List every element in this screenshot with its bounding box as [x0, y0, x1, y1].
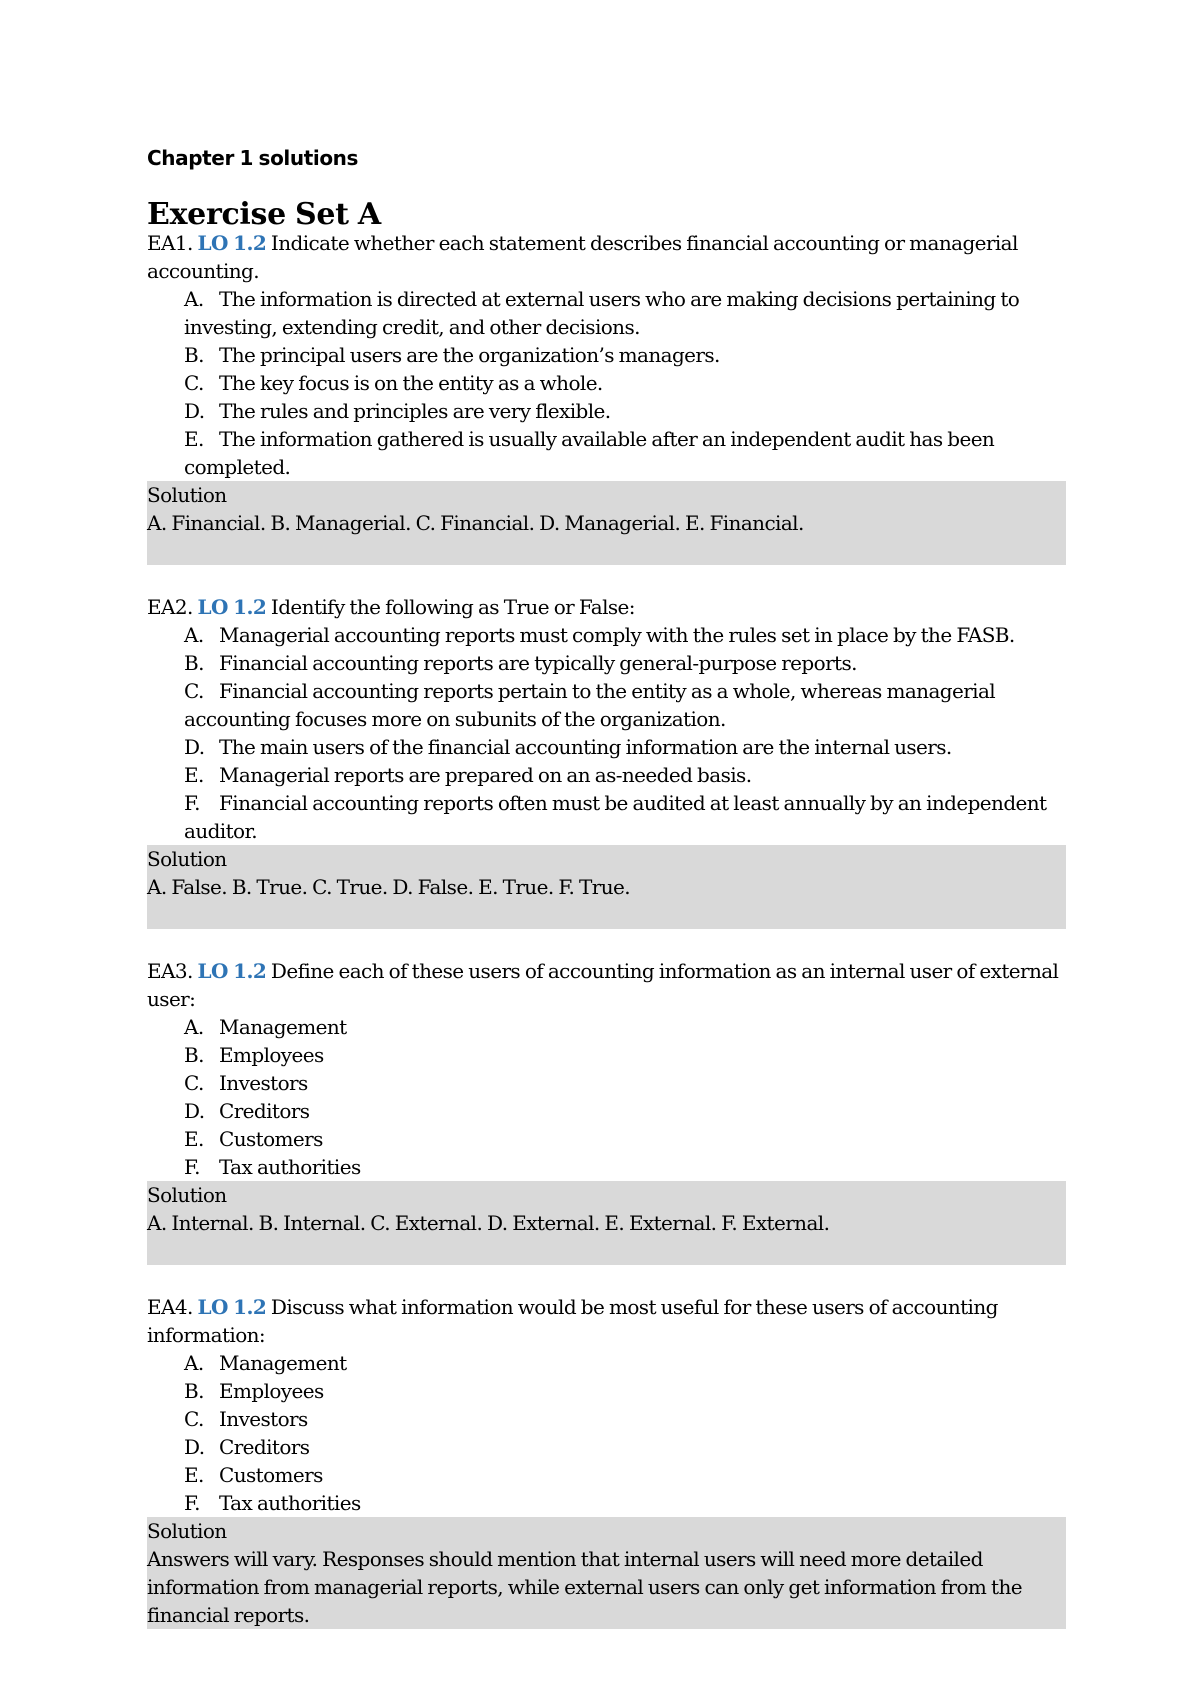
item-text: Managerial accounting reports must comply with the rules set in place by the FASB.: [219, 623, 1015, 647]
prompt-text: Indicate whether each statement describes financial accounting or managerial accounting.: [147, 231, 1018, 283]
learning-objective: LO 1.2: [197, 1295, 267, 1319]
list-item: [184, 1433, 1066, 1461]
exercise-ea3: [147, 957, 1066, 1265]
solution-label: Solution: [147, 847, 227, 871]
prompt-text: Identify the following as True or False:: [270, 595, 635, 619]
exercise-prompt: [147, 957, 1066, 1013]
item-letter: B.: [184, 1379, 204, 1403]
item-letter: B.: [184, 1043, 204, 1067]
list-item: [184, 649, 1066, 677]
list-item: [184, 1013, 1066, 1041]
list-item: [184, 621, 1066, 649]
list-item: [184, 1041, 1066, 1069]
list-item: [184, 1377, 1066, 1405]
item-text: Creditors: [219, 1099, 310, 1123]
learning-objective: LO 1.2: [197, 231, 267, 255]
item-text: The information gathered is usually available after an independent audit has been completed.: [184, 427, 995, 479]
item-text: Tax authorities: [219, 1491, 361, 1515]
item-letter: A.: [184, 1351, 204, 1375]
exercise-ea2: [147, 593, 1066, 929]
item-text: The principal users are the organization’s managers.: [219, 343, 720, 367]
learning-objective: LO 1.2: [197, 959, 267, 983]
item-letter: E.: [184, 1463, 204, 1487]
solution-label: Solution: [147, 483, 227, 507]
item-text: Financial accounting reports often must be audited at least annually by an independent auditor.: [184, 791, 1047, 843]
exercise-id: EA2.: [147, 595, 193, 619]
list-item: [184, 369, 1066, 397]
item-letter: A.: [184, 287, 204, 311]
list-item: [184, 1097, 1066, 1125]
list-item: [184, 397, 1066, 425]
item-letter: F.: [184, 791, 200, 815]
item-list: [147, 1013, 1066, 1181]
item-letter: F.: [184, 1155, 200, 1179]
list-item: [184, 1461, 1066, 1489]
list-item: [184, 1349, 1066, 1377]
solution-box: [147, 845, 1066, 929]
list-item: [184, 789, 1066, 845]
item-letter: A.: [184, 1015, 204, 1039]
exercise-ea4: [147, 1293, 1066, 1629]
solution-box: [147, 1517, 1066, 1629]
solution-text: Answers will vary. Responses should mention that internal users will need more detailed information from managerial reports, while external users can only get information from the financial reports.: [147, 1547, 1022, 1627]
item-text: The information is directed at external users who are making decisions pertaining to investing, extending credit, and other decisions.: [184, 287, 1020, 339]
item-letter: C.: [184, 1071, 204, 1095]
item-letter: B.: [184, 651, 204, 675]
item-list: [147, 621, 1066, 845]
solution-text: A. Financial. B. Managerial. C. Financial. D. Managerial. E. Financial.: [147, 511, 804, 535]
item-text: Financial accounting reports are typically general-purpose reports.: [219, 651, 857, 675]
item-letter: C.: [184, 1407, 204, 1431]
item-list: [147, 285, 1066, 481]
learning-objective: LO 1.2: [197, 595, 267, 619]
item-letter: A.: [184, 623, 204, 647]
item-letter: E.: [184, 427, 204, 451]
item-text: The key focus is on the entity as a whole.: [219, 371, 603, 395]
item-list: [147, 1349, 1066, 1517]
solution-label: Solution: [147, 1183, 227, 1207]
item-letter: C.: [184, 679, 204, 703]
exercise-prompt: [147, 1293, 1066, 1349]
list-item: [184, 761, 1066, 789]
list-item: [184, 1405, 1066, 1433]
solution-box: [147, 1181, 1066, 1265]
exercise-id: EA1.: [147, 231, 193, 255]
item-text: Management: [219, 1015, 347, 1039]
item-text: Managerial reports are prepared on an as-needed basis.: [219, 763, 752, 787]
item-text: Customers: [219, 1463, 323, 1487]
list-item: [184, 677, 1066, 733]
item-letter: F.: [184, 1491, 200, 1515]
item-text: The main users of the financial accounting information are the internal users.: [219, 735, 952, 759]
item-letter: B.: [184, 343, 204, 367]
list-item: [184, 341, 1066, 369]
solution-text: A. Internal. B. Internal. C. External. D. External. E. External. F. External.: [147, 1211, 830, 1235]
exercise-prompt: [147, 229, 1066, 285]
list-item: [184, 1125, 1066, 1153]
item-letter: E.: [184, 763, 204, 787]
item-text: Customers: [219, 1127, 323, 1151]
document-page: [147, 144, 1066, 1629]
item-text: Tax authorities: [219, 1155, 361, 1179]
item-text: Employees: [219, 1379, 324, 1403]
solution-text: A. False. B. True. C. True. D. False. E. True. F. True.: [147, 875, 630, 899]
chapter-title: Chapter 1 solutions: [147, 146, 358, 170]
item-text: Employees: [219, 1043, 324, 1067]
list-item: [184, 1489, 1066, 1517]
solution-label: Solution: [147, 1519, 227, 1543]
item-letter: C.: [184, 371, 204, 395]
prompt-text: Discuss what information would be most useful for these users of accounting information:: [147, 1295, 998, 1347]
item-text: Management: [219, 1351, 347, 1375]
item-text: Creditors: [219, 1435, 310, 1459]
exercise-ea1: [147, 229, 1066, 565]
item-text: The rules and principles are very flexible.: [219, 399, 611, 423]
item-text: Investors: [219, 1407, 308, 1431]
item-letter: E.: [184, 1127, 204, 1151]
list-item: [184, 285, 1066, 341]
item-letter: D.: [184, 1435, 205, 1459]
item-text: Investors: [219, 1071, 308, 1095]
exercise-set-title: Exercise Set A: [147, 197, 381, 232]
item-letter: D.: [184, 1099, 205, 1123]
list-item: [184, 1153, 1066, 1181]
list-item: [184, 425, 1066, 481]
solution-box: [147, 481, 1066, 565]
item-letter: D.: [184, 735, 205, 759]
exercise-id: EA4.: [147, 1295, 193, 1319]
prompt-text: Define each of these users of accounting information as an internal user of external user:: [147, 959, 1059, 1011]
item-letter: D.: [184, 399, 205, 423]
exercise-id: EA3.: [147, 959, 193, 983]
list-item: [184, 733, 1066, 761]
item-text: Financial accounting reports pertain to the entity as a whole, whereas managerial accounting focuses more on subunits of the organization.: [184, 679, 996, 731]
list-item: [184, 1069, 1066, 1097]
exercise-prompt: [147, 593, 1066, 621]
